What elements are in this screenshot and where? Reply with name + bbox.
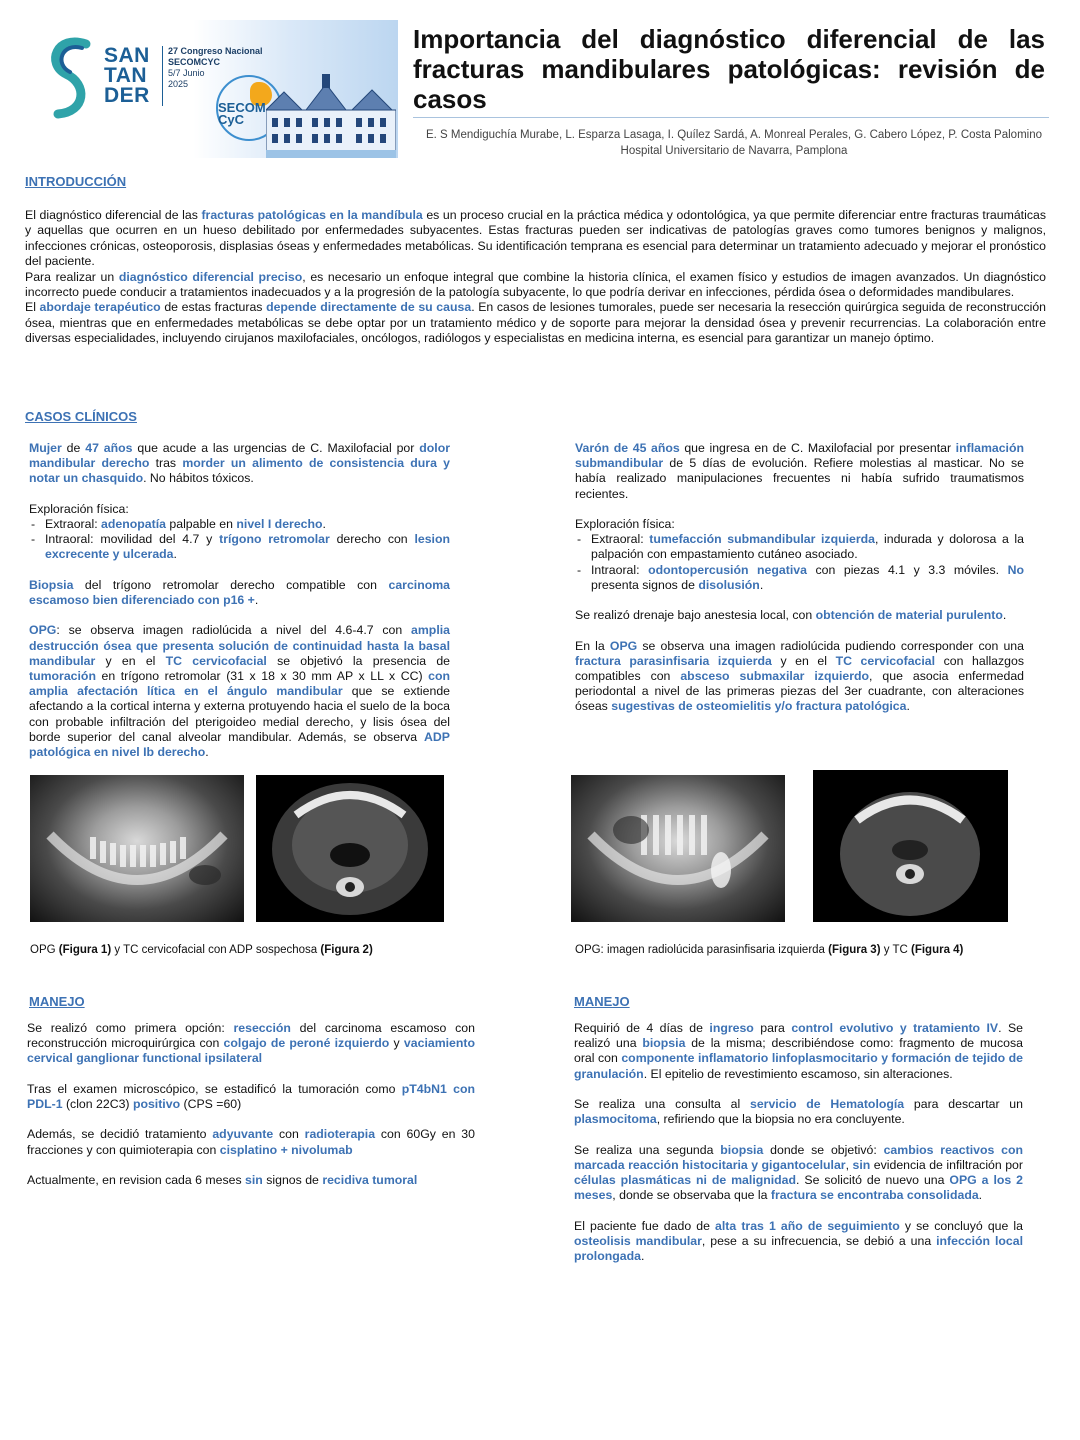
secom-logo-text: SECOM CyC bbox=[218, 100, 266, 127]
intro-paragraph-1: El diagnóstico diferencial de las fracturas patológicas en la mandíbula es un proceso crucial en la práctica médica y odontológica, ya que permite diferenciar entre fracturas traumáticas y aquellas que ocurren en un hueso debilitado por enfermedades subyacentes. Estas fracturas pueden ser indicativas de patologías graves como tumores benignos y malignos, infecciones crónicas, osteoporosis, displasias óseas y enfermedades metabólicas. Su identificación temprana es esencial para determinar un tratamiento adecuado y mejorar el pronóstico del paciente. bbox=[25, 208, 1046, 269]
case-2-imaging: En la OPG se observa una imagen radiolúcida pudiendo corresponder con una fractura parasinfisaria izquierda y en el TC cervicofacial con hallazgos compatibles con absceso submaxilar izquierdo, que asocia enfermedad periodontal a nivel de las primeras piezas del 3er cuadrante, con alteraciones óseas sugestivas de osteomielitis y/o fractura patológica. bbox=[575, 638, 1024, 714]
intro-heading: INTRODUCCIÓN bbox=[25, 174, 127, 189]
case-1-exam-label: Exploración física: bbox=[29, 501, 129, 516]
manejo-2-paragraph-1: Requirió de 4 días de ingreso para control evolutivo y tratamiento IV. Se realizó una biopsia de la misma; describiéndose como: fragmento de mucosa oral con componente inflamatorio linfoplasmocitario y formación de tejido de granulación. El epitelio de revestimiento escamoso, sin alteraciones. bbox=[574, 1021, 1023, 1081]
intro-paragraph-2: Para realizar un diagnóstico diferencial preciso, es necesario un enfoque integral que combine la historia clínica, el examen físico y estudios de imagen avanzados. Un diagnóstico incorrecto puede conducir a tratamientos inadecuados y a la progresión de la patología subyacente, lo que podría derivar en infecciones, pérdida ósea o deformidades mandibulares. bbox=[25, 269, 1046, 300]
case-2-text bbox=[575, 441, 1024, 715]
case-1-text bbox=[29, 441, 450, 760]
case-1-biopsy: Biopsia del trígono retromolar derecho compatible con carcinoma escamoso bien diferenciado con p16 +. bbox=[29, 577, 450, 607]
manejo-1-heading: MANEJO bbox=[29, 994, 85, 1009]
manejo-1-paragraph-4: Actualmente, en revision cada 6 meses sin signos de recidiva tumoral bbox=[27, 1172, 418, 1187]
manejo-2-heading: MANEJO bbox=[574, 994, 630, 1009]
affiliation: Hospital Universitario de Navarra, Pamplona bbox=[620, 145, 848, 157]
list-item: - Intraoral: odontopercusión negativa con piezas 4.1 y 3.3 móviles. No presenta signos de disolusión. bbox=[575, 563, 1024, 593]
logo-divider bbox=[162, 46, 163, 106]
manejo-2-text bbox=[574, 1021, 1023, 1279]
list-item: - Extraoral: tumefacción submandibular izquierda, indurada y dolorosa a la palpación con empastamiento cutáneo asociado. bbox=[575, 532, 1024, 562]
case-2-exam-list bbox=[575, 532, 1024, 593]
manejo-1-paragraph-2: Tras el examen microscópico, se estadificó la tumoración como pT4bN1 con PDL-1 (clon 22C3) positivo (CPS =60) bbox=[27, 1081, 476, 1111]
figure-3-4-caption: OPG: imagen radiolúcida parasinfisaria izquierda (Figura 3) y TC (Figura 4) bbox=[575, 944, 964, 956]
manejo-1-paragraph-3: Además, se decidió tratamiento adyuvante con radioterapia con 60Gy en 30 fracciones y con quimioterapia con cisplatino + nivolumab bbox=[27, 1127, 475, 1157]
palace-illustration bbox=[266, 70, 396, 158]
case-1-history: Mujer de 47 años que acude a las urgencias de C. Maxilofacial por dolor mandibular derecho tras morder un alimento de consistencia dura y notar un chasquido. No hábitos tóxicos. bbox=[29, 441, 450, 486]
figure-1-opg bbox=[30, 775, 244, 922]
case-1-exam-list bbox=[29, 517, 450, 563]
manejo-1-text bbox=[27, 1021, 475, 1203]
manejo-2-paragraph-3: Se realiza una segunda biopsia donde se objetivó: cambios reactivos con marcada reacción histocitaria y gigantocelular, sin evidencia de infiltración por células plasmáticas ni de malignidad. Se solicitó de nuevo una OPG a los 2 meses, donde se observaba que la fractura se encontraba consolidada. bbox=[574, 1142, 1023, 1203]
cases-heading: CASOS CLÍNICOS bbox=[25, 409, 137, 424]
intro-paragraph-3: El abordaje terapéutico de estas fracturas depende directamente de su causa. En casos de lesiones tumorales, puede ser necesaria la resección quirúrgica seguida de reconstrucción ósea, mientras que en enfermedades metabólicas se debe optar por un tratamiento médico y de soporte para mejorar la densidad ósea y prevenir recurrencias. La colaboración entre diversas especialidades, incluyendo cirujanos maxilofaciales, oncólogos, radiólogos y especialistas en medicina interna, es esencial para garantizar un manejo óptimo. bbox=[25, 300, 1047, 346]
intro-body bbox=[25, 208, 1046, 347]
congress-banner bbox=[26, 20, 398, 158]
manejo-2-paragraph-4: El paciente fue dado de alta tras 1 año de seguimiento y se concluyó que la osteolisis mandibular, pese a su infrecuencia, se debió a una infección local prolongada. bbox=[574, 1218, 1024, 1263]
author-list: E. S Mendiguchía Murabe, L. Esparza Lasaga, I. Quílez Sardá, A. Monreal Perales, G. Cabero López, P. Costa Palomino bbox=[425, 129, 1042, 141]
figure-2-ct bbox=[256, 775, 444, 922]
manejo-2-paragraph-2: Se realiza una consulta al servicio de Hematología para descartar un plasmocitoma, refiriendo que la biopsia no era concluyente. bbox=[574, 1097, 1023, 1127]
case-1-imaging: OPG: se observa imagen radiolúcida a nivel del 4.6-4.7 con amplia destrucción ósea que presenta solución de continuidad hasta la basal mandibular y en el TC cervicofacial se objetivó la presencia de tumoración en trígono retromolar (31 x 18 x 30 mm AP x LL x CC) con amplia afectación lítica en el ángulo mandibular que se extiende afectando a la cortical interna y externa protuyendo hacia el suelo de la boca con probable infiltración del pterigoideo medial derecho, y lisis ósea del borde superior del canal alveolar mandibular. Además, se observa ADP patológica en nivel Ib derecho. bbox=[29, 623, 451, 760]
figure-4-ct bbox=[813, 770, 1008, 922]
title-divider bbox=[413, 117, 1049, 118]
figure-3-opg bbox=[571, 775, 785, 922]
case-2-history: Varón de 45 años que ingresa en de C. Maxilofacial por presentar inflamación submandibular de 5 días de evolución. Refiere molestias al masticar. No se había realizado manipulaciones frecuentes ni había sufrido traumatismos recientes. bbox=[575, 441, 1025, 501]
figure-1-2-caption: OPG (Figura 1) y TC cervicofacial con ADP sospechosa (Figura 2) bbox=[30, 944, 373, 956]
poster-title: Importancia del diagnóstico diferencial de las fracturas mandibulares patológicas: revisión de casos bbox=[413, 24, 1045, 114]
list-item: - Intraoral: movilidad del 4.7 y trígono retromolar derecho con lesion excrecente y ulcerada. bbox=[29, 532, 450, 562]
congress-city: SAN TAN DER bbox=[104, 44, 150, 107]
case-2-drainage: Se realizó drenaje bajo anestesia local, con obtención de material purulento. bbox=[575, 608, 1007, 623]
congress-logo-icon bbox=[46, 34, 98, 124]
manejo-1-paragraph-1: Se realizó como primera opción: resección del carcinoma escamoso con reconstrucción microquirúrgica con colgajo de peroné izquierdo y vaciamiento cervical ganglionar functional ipsilateral bbox=[27, 1021, 476, 1066]
list-item: - Extraoral: adenopatía palpable en nivel I derecho. bbox=[29, 517, 450, 532]
congress-meta: 27 Congreso Nacional SECOMCYC 5/7 Junio 2025 bbox=[168, 46, 263, 89]
case-2-exam-label: Exploración física: bbox=[575, 517, 675, 531]
